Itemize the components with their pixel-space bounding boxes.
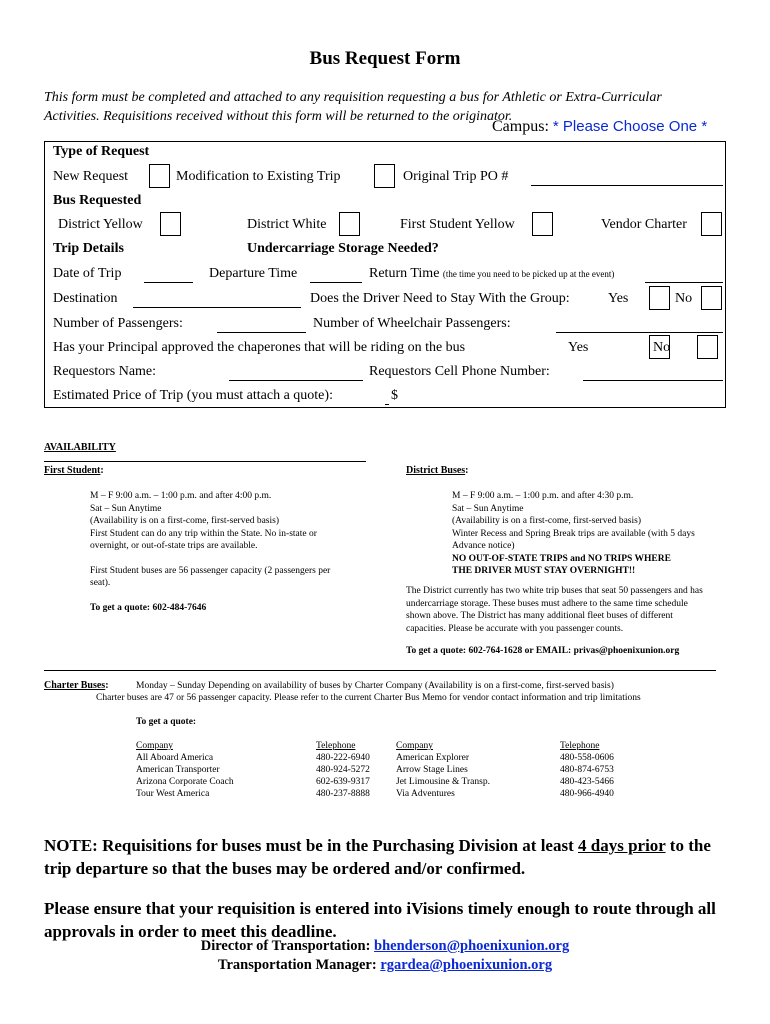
company-header: Company	[396, 741, 433, 751]
new-request-checkbox[interactable]	[149, 164, 170, 188]
table-row	[396, 776, 614, 788]
db-line-6: NO OUT-OF-STATE TRIPS and NO TRIPS WHERE	[452, 553, 671, 564]
district-white-label: District White	[247, 217, 327, 232]
company-name: Arrow Stage Lines	[396, 765, 468, 775]
first-student-yellow-label: First Student Yellow	[400, 217, 515, 232]
charter-quote-label: To get a quote:	[136, 717, 197, 727]
table-row	[136, 776, 370, 788]
district-hours	[452, 490, 695, 578]
availability-divider-left	[44, 461, 366, 462]
first-student-details	[90, 490, 330, 614]
price-currency: $	[391, 388, 398, 403]
table-row	[396, 764, 614, 776]
fs-hours-weekend: Sat – Sun Anytime	[90, 503, 162, 514]
charter-table-right	[396, 740, 614, 800]
request-form-box	[44, 141, 726, 408]
return-time-label	[369, 266, 614, 282]
intro-line-2: Activities. Requisitions received without this form will be returned to the originator.	[44, 109, 513, 124]
requestor-phone-input[interactable]	[583, 380, 723, 381]
company-phone: 480-924-5272	[316, 765, 370, 775]
vendor-charter-label: Vendor Charter	[601, 217, 687, 232]
charter-line-1: Monday – Sunday Depending on availability of buses by Charter Company (Availability is on a first-come, first-served basis)	[136, 681, 614, 691]
company-header: Company	[136, 741, 173, 751]
return-time-note: (the time you need to be picked up at the event)	[442, 269, 615, 279]
driver-stay-yes-checkbox[interactable]	[649, 286, 670, 310]
table-row	[396, 788, 614, 800]
campus-select[interactable]: * Please Choose One *	[552, 118, 708, 135]
bus-requested-heading: Bus Requested	[53, 193, 142, 208]
charter-divider	[44, 670, 716, 671]
charter-line-2: Charter buses are 47 or 56 passenger capacity. Please refer to the current Charter Bus Memo for vendor contact information and trip limitations	[96, 693, 641, 703]
driver-stay-no-checkbox[interactable]	[701, 286, 722, 310]
first-student-yellow-checkbox[interactable]	[532, 212, 553, 236]
price-input[interactable]	[385, 404, 389, 405]
company-phone: 480-237-8888	[316, 789, 370, 799]
fs-line-4: First Student can do any trip within the State. No in-state or	[90, 528, 317, 539]
db-para-2: undercarriage storage. These buses must adhere to the same time schedule	[406, 598, 688, 609]
intro-line-1: This form must be completed and attached to any requisition requesting a bus for Athletic or Extra-Curricular	[44, 90, 662, 105]
company-phone: 480-423-5466	[560, 777, 614, 787]
note-deadline-days: 4 days prior	[578, 836, 666, 855]
telephone-header: Telephone	[560, 741, 600, 751]
availability-heading: AVAILABILITY	[44, 442, 116, 453]
modification-checkbox[interactable]	[374, 164, 395, 188]
departure-time-label: Departure Time	[209, 266, 298, 281]
estimated-price-label: Estimated Price of Trip (you must attach a quote):	[53, 388, 333, 403]
db-para-1: The District currently has two white trip buses that seat 50 passengers and has	[406, 586, 703, 596]
company-phone: 602-639-9317	[316, 777, 370, 787]
company-name: Tour West America	[136, 789, 210, 799]
company-phone: 480-558-0606	[560, 753, 614, 763]
departure-time-input[interactable]	[310, 282, 362, 283]
charter-companies-right	[396, 740, 614, 800]
note-deadline-text-c: to the trip departure so that the buses may be ordered and/or confirmed.	[44, 836, 711, 878]
requestor-phone-label: Requestors Cell Phone Number:	[369, 364, 550, 379]
table-row	[396, 752, 614, 764]
db-line-1: M – F 9:00 a.m. – 1:00 p.m. and after 4:30 p.m.	[452, 491, 634, 501]
db-line-2: Sat – Sun Anytime	[452, 503, 524, 514]
db-quote: To get a quote: 602-764-1628 or EMAIL: privas@phoenixunion.org	[406, 646, 680, 656]
district-yellow-label: District Yellow	[58, 217, 143, 232]
original-po-input[interactable]	[531, 185, 723, 186]
company-name: All Aboard America	[136, 753, 214, 763]
campus-label: Campus:	[492, 118, 549, 135]
wheelchair-label: Number of Wheelchair Passengers:	[313, 316, 511, 331]
charter-table-left	[136, 740, 370, 800]
principal-approval-label: Has your Principal approved the chaperones that will be riding on the bus	[53, 340, 466, 355]
passengers-input[interactable]	[217, 332, 306, 333]
manager-email-link[interactable]: rgardea@phoenixunion.org	[380, 957, 553, 973]
type-of-request-heading: Type of Request	[53, 144, 150, 159]
new-request-label: New Request	[53, 169, 129, 184]
note-ivisions: Please ensure that your requisition is entered into iVisions timely enough to route through all approvals in order to meet this deadline.	[44, 899, 716, 941]
district-description	[406, 585, 703, 658]
company-name: Jet Limousine & Transp.	[396, 777, 490, 787]
note-deadline	[44, 834, 734, 880]
form-title: Bus Request Form	[309, 48, 461, 69]
note-deadline-text-a: NOTE: Requisitions for buses must be in the Purchasing Division at least	[44, 836, 578, 855]
wheelchair-input[interactable]	[556, 332, 723, 333]
modification-label: Modification to Existing Trip	[176, 169, 341, 184]
director-contact	[0, 938, 770, 955]
fs-hours-weekday: M – F 9:00 a.m. – 1:00 p.m. and after 4:00 p.m.	[90, 491, 272, 501]
undercarriage-heading: Undercarriage Storage Needed?	[247, 241, 439, 256]
return-time-text: Return Time	[369, 266, 440, 281]
company-phone: 480-966-4940	[560, 789, 614, 799]
manager-label: Transportation Manager:	[217, 957, 381, 973]
return-time-input[interactable]	[645, 282, 723, 283]
original-po-label: Original Trip PO #	[403, 169, 509, 184]
driver-stay-label: Does the Driver Need to Stay With the Group:	[310, 291, 570, 306]
driver-stay-no-label: No	[675, 291, 693, 306]
company-phone: 480-222-6940	[316, 753, 370, 763]
trip-details-heading: Trip Details	[53, 241, 124, 256]
table-row	[136, 752, 370, 764]
fs-line-5: overnight, or out-of-state trips are available.	[90, 541, 258, 551]
date-of-trip-label: Date of Trip	[53, 266, 122, 281]
db-line-7: THE DRIVER MUST STAY OVERNIGHT!!	[452, 566, 636, 576]
table-header-row	[396, 740, 614, 752]
db-line-5: Advance notice)	[452, 541, 515, 551]
db-line-4: Winter Recess and Spring Break trips are available (with 5 days	[452, 528, 695, 539]
passengers-label: Number of Passengers:	[53, 316, 183, 331]
fs-quote: To get a quote: 602-484-7646	[90, 602, 207, 613]
principal-no-label: No	[653, 340, 671, 355]
district-buses-heading: District Buses:	[406, 465, 469, 476]
company-name: American Transporter	[136, 765, 220, 775]
charter-companies-left	[136, 740, 370, 800]
telephone-header: Telephone	[316, 741, 356, 751]
principal-no-checkbox[interactable]	[697, 335, 718, 359]
db-para-3: shown above. The District has many additional fleet buses of different	[406, 611, 673, 621]
district-white-checkbox[interactable]	[339, 212, 360, 236]
fs-line-3: (Availability is on a first-come, first-served basis)	[90, 516, 279, 526]
db-para-4: capacities. Please be accurate with you passenger counts.	[406, 623, 624, 634]
date-of-trip-input[interactable]	[144, 282, 193, 283]
vendor-charter-checkbox[interactable]	[701, 212, 722, 236]
company-name: Via Adventures	[396, 789, 455, 799]
company-name: Arizona Corporate Coach	[136, 777, 234, 787]
fs-line-6: First Student buses are 56 passenger capacity (2 passengers per	[90, 565, 331, 576]
table-row	[136, 788, 370, 800]
company-name: American Explorer	[396, 753, 470, 763]
company-phone: 480-874-6753	[560, 765, 614, 775]
requestor-name-input[interactable]	[229, 380, 363, 381]
fs-line-7: seat).	[90, 578, 111, 588]
destination-label: Destination	[53, 291, 118, 306]
destination-input[interactable]	[133, 307, 301, 308]
db-line-3: (Availability is on a first-come, first-served basis)	[452, 516, 641, 526]
director-email-link[interactable]: bhenderson@phoenixunion.org	[374, 938, 570, 954]
district-yellow-checkbox[interactable]	[160, 212, 181, 236]
table-header-row	[136, 740, 370, 752]
driver-stay-yes-label: Yes	[608, 291, 629, 306]
director-label: Director of Transportation:	[200, 938, 375, 954]
first-student-heading: First Student:	[44, 465, 104, 476]
charter-buses-heading: Charter Buses:	[44, 680, 109, 691]
principal-yes-label: Yes	[568, 340, 589, 355]
manager-contact	[0, 957, 770, 974]
requestor-name-label: Requestors Name:	[53, 364, 157, 379]
campus-field[interactable]	[492, 118, 707, 136]
table-row	[136, 764, 370, 776]
